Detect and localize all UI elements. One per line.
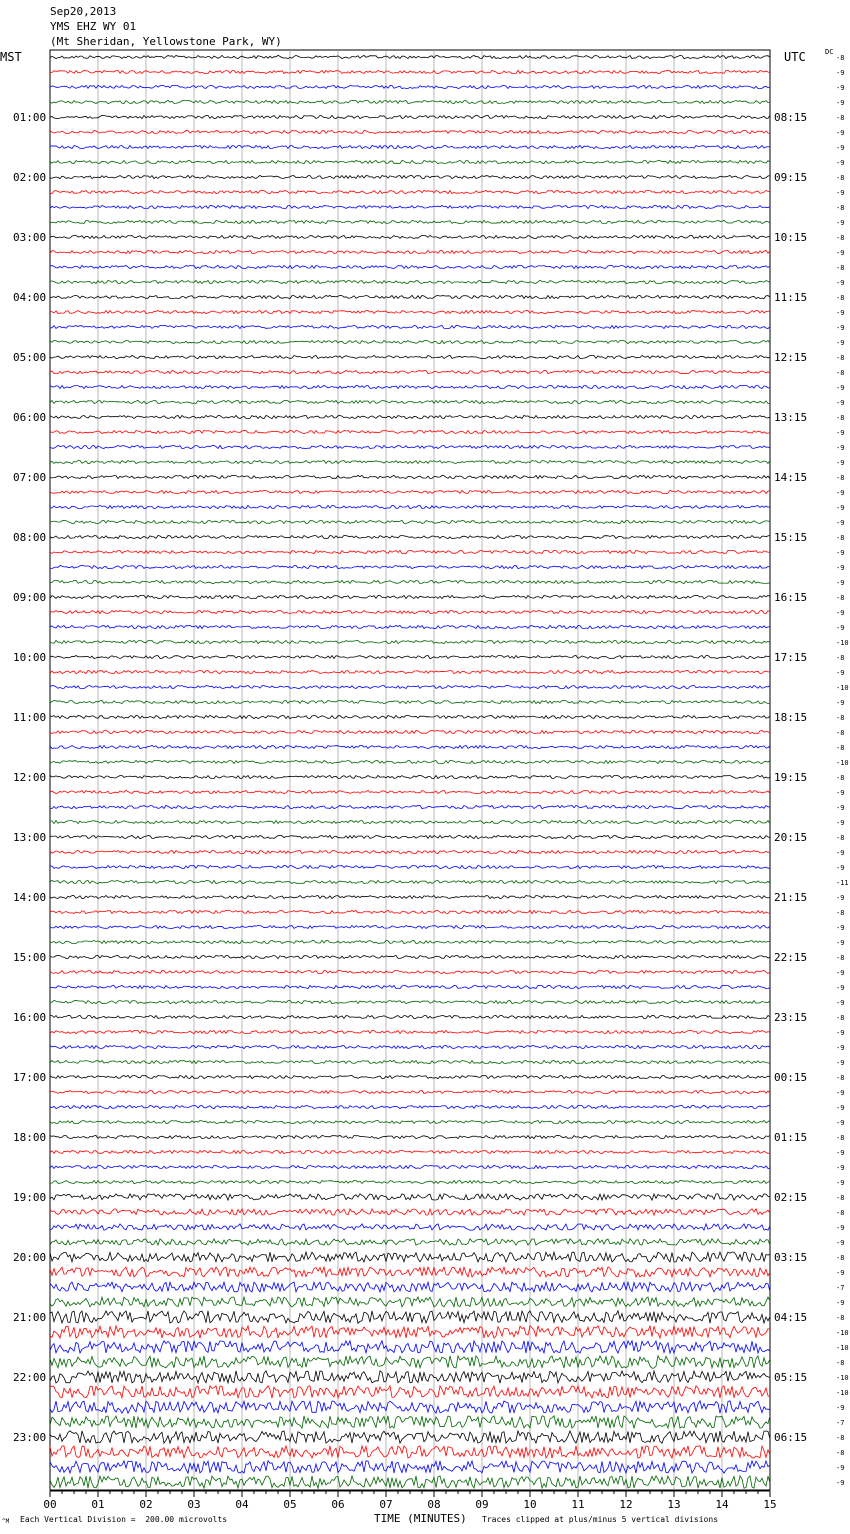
mst-hour-label: 02:00 [13, 171, 47, 184]
dc-offset-label: -9 [836, 624, 845, 632]
corner-mark: ^M [2, 1518, 10, 1525]
dc-offset-label: -9 [836, 1164, 845, 1172]
seismic-trace [50, 1075, 770, 1078]
seismic-trace [50, 1105, 770, 1108]
seismic-trace [50, 1150, 770, 1153]
seismic-trace [50, 595, 770, 598]
dc-offset-label: -9 [836, 984, 845, 992]
seismic-trace [50, 640, 770, 643]
seismic-trace [50, 160, 770, 163]
x-tick-label: 08 [427, 1498, 441, 1511]
dc-offset-label: -9 [836, 189, 845, 197]
seismic-trace [50, 1386, 770, 1398]
dc-offset-label: -9 [836, 1239, 845, 1247]
seismic-trace [50, 520, 770, 523]
dc-offset-label: -8 [836, 369, 845, 377]
dc-offset-label: -9 [836, 1479, 845, 1487]
seismic-trace [50, 1000, 770, 1003]
mst-hour-label: 16:00 [13, 1011, 47, 1024]
mst-hour-label: 17:00 [13, 1071, 47, 1084]
seismic-trace [50, 1135, 770, 1138]
x-tick-label: 01 [91, 1498, 105, 1511]
seismic-trace [50, 535, 770, 538]
seismic-trace [50, 1015, 770, 1018]
dc-offset-label: -9 [836, 459, 845, 467]
seismic-trace [50, 295, 770, 298]
utc-hour-label: 08:15 [774, 111, 808, 124]
station-location: (Mt Sheridan, Yellowstone Park, WY) [50, 35, 282, 48]
utc-hour-label: 10:15 [774, 231, 808, 244]
dc-offset-label: -9 [836, 1299, 845, 1307]
seismic-trace [50, 1224, 770, 1230]
dc-offset-label: -9 [836, 324, 845, 332]
dc-offset-label: -8 [836, 294, 845, 302]
mst-hour-label: 11:00 [13, 711, 47, 724]
x-tick-label: 14 [715, 1498, 729, 1511]
seismic-trace [50, 775, 770, 778]
clip-note: Traces clipped at plus/minus 5 vertical divisions [482, 1515, 719, 1524]
utc-hour-label: 15:15 [774, 531, 808, 544]
seismic-trace [50, 1401, 770, 1413]
seismic-trace [50, 325, 770, 328]
seismic-trace [50, 505, 770, 508]
dc-offset-label: -9 [836, 969, 845, 977]
x-tick-label: 11 [571, 1498, 585, 1511]
dc-offset-label: -9 [836, 564, 845, 572]
dc-offset-label: -9 [836, 1269, 845, 1277]
mst-hour-label: 04:00 [13, 291, 47, 304]
seismic-trace [50, 100, 770, 103]
dc-offset-label: -9 [836, 1149, 845, 1157]
seismic-trace [50, 1239, 770, 1245]
dc-offset-label: -9 [836, 519, 845, 527]
scale-note: Each Vertical Division = 200.00 microvolts [20, 1515, 228, 1524]
dc-offset-label: -9 [836, 1059, 845, 1067]
dc-offset-label: -10 [836, 759, 849, 767]
dc-offset-label: -8 [836, 354, 845, 362]
seismic-trace [50, 370, 770, 373]
seismic-trace [50, 970, 770, 973]
mst-hour-label: 08:00 [13, 531, 47, 544]
seismic-trace [50, 145, 770, 148]
x-tick-label: 05 [283, 1498, 297, 1511]
seismic-trace [50, 1252, 770, 1262]
dc-offset-label: -8 [836, 909, 845, 917]
dc-offset-label: -8 [836, 174, 845, 182]
dc-offset-label: -9 [836, 939, 845, 947]
seismic-trace [50, 700, 770, 703]
seismic-trace [50, 220, 770, 223]
utc-hour-label: 14:15 [774, 471, 808, 484]
dc-offset-label: -8 [836, 1314, 845, 1322]
x-tick-label: 15 [763, 1498, 777, 1511]
seismic-trace [50, 1165, 770, 1168]
utc-hour-label: 03:15 [774, 1251, 808, 1264]
seismic-trace [50, 1311, 770, 1323]
seismic-trace [50, 55, 770, 58]
seismic-trace [50, 955, 770, 958]
dc-offset-label: -8 [836, 714, 845, 722]
mst-hour-label: 12:00 [13, 771, 47, 784]
dc-offset-label: -8 [836, 834, 845, 842]
dc-offset-label: -9 [836, 1179, 845, 1187]
seismic-trace [50, 670, 770, 673]
x-tick-label: 09 [475, 1498, 489, 1511]
utc-hour-label: 06:15 [774, 1431, 808, 1444]
seismic-trace [50, 1120, 770, 1123]
seismic-trace [50, 880, 770, 883]
mst-hour-label: 01:00 [13, 111, 47, 124]
seismic-trace [50, 130, 770, 133]
x-tick-label: 07 [379, 1498, 393, 1511]
seismic-trace [50, 1091, 770, 1094]
dc-offset-label: -10 [836, 1374, 849, 1382]
dc-offset-label: -8 [836, 1209, 845, 1217]
utc-hour-label: 05:15 [774, 1371, 808, 1384]
seismic-trace [50, 1267, 770, 1277]
dc-offset-label: -9 [836, 339, 845, 347]
seismic-trace [50, 235, 770, 238]
seismic-trace [50, 1209, 770, 1215]
mst-hour-label: 13:00 [13, 831, 47, 844]
utc-hour-label: 11:15 [774, 291, 808, 304]
seismic-trace [50, 565, 770, 568]
dc-offset-label: -9 [836, 609, 845, 617]
utc-hour-label: 04:15 [774, 1311, 808, 1324]
mst-hour-label: 05:00 [13, 351, 47, 364]
dc-offset-label: -8 [836, 534, 845, 542]
seismic-trace [50, 340, 770, 343]
dc-offset-label: -9 [836, 894, 845, 902]
seismic-trace [50, 1180, 770, 1183]
dc-offset-label: -9 [836, 129, 845, 137]
seismic-trace [50, 1476, 770, 1488]
mst-hour-label: 20:00 [13, 1251, 47, 1264]
seismic-trace [50, 250, 770, 253]
dc-offset-label: -8 [836, 954, 845, 962]
utc-hour-label: 20:15 [774, 831, 808, 844]
mst-hour-label: 22:00 [13, 1371, 47, 1384]
seismic-trace [50, 1326, 770, 1338]
x-tick-label: 06 [331, 1498, 345, 1511]
dc-offset-label: -9 [836, 384, 845, 392]
seismic-trace [50, 925, 770, 928]
seismic-trace [50, 625, 770, 628]
x-tick-label: 04 [235, 1498, 249, 1511]
dc-offset-label: -8 [836, 264, 845, 272]
utc-hour-label: 19:15 [774, 771, 808, 784]
seismic-trace [50, 460, 770, 463]
mst-hour-label: 23:00 [13, 1431, 47, 1444]
seismic-trace [50, 820, 770, 823]
dc-offset-label: -9 [836, 1089, 845, 1097]
seismic-trace [50, 430, 770, 433]
x-tick-label: 02 [139, 1498, 153, 1511]
seismic-trace [50, 1446, 770, 1458]
x-tick-label: 12 [619, 1498, 633, 1511]
dc-offset-label: -8 [836, 204, 845, 212]
mst-hour-label: 18:00 [13, 1131, 47, 1144]
x-axis-title: TIME (MINUTES) [374, 1512, 467, 1525]
utc-hour-label: 16:15 [774, 591, 808, 604]
seismic-trace [50, 1371, 770, 1383]
seismic-trace [50, 385, 770, 388]
seismic-trace [50, 310, 770, 313]
utc-hour-label: 18:15 [774, 711, 808, 724]
seismic-trace [50, 715, 770, 718]
mst-hour-label: 21:00 [13, 1311, 47, 1324]
seismic-trace [50, 1282, 770, 1292]
dc-offset-label: -9 [836, 504, 845, 512]
seismic-trace [50, 895, 770, 898]
dc-offset-label: -8 [836, 654, 845, 662]
seismic-trace [50, 415, 770, 418]
dc-offset-label: -9 [836, 444, 845, 452]
seismic-trace [50, 400, 770, 403]
seismic-trace [50, 745, 770, 748]
right-timezone-label: UTC [784, 50, 806, 64]
dc-offset-label: -9 [836, 84, 845, 92]
dc-offset-label: -9 [836, 1029, 845, 1037]
dc-offset-label: -9 [836, 69, 845, 77]
mst-hour-label: 15:00 [13, 951, 47, 964]
seismic-trace [50, 550, 770, 553]
dc-offset-label: -8 [836, 474, 845, 482]
dc-offset-label: -9 [836, 864, 845, 872]
dc-label: DC [825, 48, 834, 56]
seismic-trace [50, 1060, 770, 1063]
dc-offset-label: -11 [836, 879, 849, 887]
seismic-trace [50, 850, 770, 853]
dc-offset-label: -9 [836, 789, 845, 797]
dc-offset-label: -8 [836, 744, 845, 752]
utc-hour-label: 13:15 [774, 411, 808, 424]
dc-offset-label: -9 [836, 579, 845, 587]
dc-offset-label: -9 [836, 99, 845, 107]
seismic-trace [50, 985, 770, 988]
seismic-trace [50, 1416, 770, 1428]
seismic-trace [50, 910, 770, 913]
dc-offset-label: -8 [836, 1254, 845, 1262]
seismic-trace [50, 865, 770, 868]
dc-offset-label: -10 [836, 1344, 849, 1352]
seismic-trace [50, 475, 770, 478]
chart-date: Sep20,2013 [50, 5, 117, 18]
mst-hour-label: 10:00 [13, 651, 47, 664]
dc-offset-label: -8 [836, 54, 845, 62]
seismic-trace [50, 835, 770, 838]
dc-offset-label: -9 [836, 999, 845, 1007]
seismic-trace [50, 940, 770, 943]
dc-offset-label: -9 [836, 144, 845, 152]
seismic-trace [50, 490, 770, 493]
seismic-trace [50, 175, 770, 178]
dc-offset-label: -9 [836, 279, 845, 287]
dc-offset-label: -7 [836, 1419, 845, 1427]
dc-offset-label: -8 [836, 1014, 845, 1022]
station-name: YMS EHZ WY 01 [50, 20, 137, 33]
seismic-trace [50, 115, 770, 118]
seismic-trace [50, 1461, 770, 1473]
dc-offset-label: -8 [836, 1074, 845, 1082]
utc-hour-label: 21:15 [774, 891, 808, 904]
dc-offset-label: -9 [836, 669, 845, 677]
dc-offset-label: -9 [836, 549, 845, 557]
x-tick-label: 10 [523, 1498, 537, 1511]
seismic-trace [50, 85, 770, 88]
utc-hour-label: 23:15 [774, 1011, 808, 1024]
seismic-trace [50, 1356, 770, 1368]
mst-hour-label: 06:00 [13, 411, 47, 424]
dc-offset-label: -9 [836, 309, 845, 317]
dc-offset-label: -10 [836, 1329, 849, 1337]
seismic-trace [50, 685, 770, 688]
x-tick-label: 00 [43, 1498, 57, 1511]
dc-offset-label: -9 [836, 819, 845, 827]
seismic-trace [50, 805, 770, 808]
dc-offset-label: -9 [836, 1404, 845, 1412]
seismic-trace [50, 280, 770, 283]
dc-offset-label: -8 [836, 1449, 845, 1457]
seismic-trace [50, 355, 770, 358]
seismic-trace [50, 1297, 770, 1307]
seismic-trace [50, 1341, 770, 1353]
dc-offset-label: -9 [836, 1464, 845, 1472]
utc-hour-label: 22:15 [774, 951, 808, 964]
utc-hour-label: 09:15 [774, 171, 808, 184]
x-tick-label: 13 [667, 1498, 681, 1511]
dc-offset-label: -8 [836, 774, 845, 782]
seismic-trace [50, 790, 770, 793]
seismic-trace [50, 760, 770, 763]
left-timezone-label: MST [0, 50, 22, 64]
seismic-trace [50, 205, 770, 208]
dc-offset-label: -8 [836, 414, 845, 422]
dc-offset-label: -10 [836, 1389, 849, 1397]
mst-hour-label: 03:00 [13, 231, 47, 244]
dc-offset-label: -9 [836, 159, 845, 167]
mst-hour-label: 07:00 [13, 471, 47, 484]
seismic-trace [50, 1045, 770, 1048]
utc-hour-label: 12:15 [774, 351, 808, 364]
dc-offset-label: -8 [836, 594, 845, 602]
dc-offset-label: -9 [836, 849, 845, 857]
dc-offset-label: -8 [836, 234, 845, 242]
dc-offset-label: -9 [836, 249, 845, 257]
dc-offset-label: -8 [836, 114, 845, 122]
seismic-trace [50, 265, 770, 268]
dc-offset-label: -9 [836, 699, 845, 707]
seismic-trace [50, 1030, 770, 1033]
x-tick-label: 03 [187, 1498, 201, 1511]
dc-offset-label: -9 [836, 219, 845, 227]
seismic-trace [50, 730, 770, 733]
dc-offset-label: -9 [836, 924, 845, 932]
seismic-trace [50, 656, 770, 659]
dc-offset-label: -10 [836, 639, 849, 647]
dc-offset-label: -9 [836, 429, 845, 437]
seismic-trace [50, 70, 770, 73]
dc-offset-label: -8 [836, 1194, 845, 1202]
seismic-trace [50, 610, 770, 613]
utc-hour-label: 02:15 [774, 1191, 808, 1204]
seismic-trace [50, 580, 770, 583]
mst-hour-label: 19:00 [13, 1191, 47, 1204]
seismic-trace [50, 1431, 770, 1443]
mst-hour-label: 09:00 [13, 591, 47, 604]
dc-offset-label: -8 [836, 1359, 845, 1367]
seismic-trace [50, 1194, 770, 1200]
mst-hour-label: 14:00 [13, 891, 47, 904]
dc-offset-label: -8 [836, 729, 845, 737]
utc-hour-label: 00:15 [774, 1071, 808, 1084]
utc-hour-label: 01:15 [774, 1131, 808, 1144]
dc-offset-label: -7 [836, 1284, 845, 1292]
dc-offset-label: -10 [836, 684, 849, 692]
dc-offset-label: -9 [836, 489, 845, 497]
dc-offset-label: -9 [836, 804, 845, 812]
dc-offset-label: -8 [836, 1134, 845, 1142]
dc-offset-label: -9 [836, 399, 845, 407]
dc-offset-label: -9 [836, 1224, 845, 1232]
utc-hour-label: 17:15 [774, 651, 808, 664]
dc-offset-label: -8 [836, 1434, 845, 1442]
dc-offset-label: -9 [836, 1119, 845, 1127]
dc-offset-label: -9 [836, 1044, 845, 1052]
dc-offset-label: -9 [836, 1104, 845, 1112]
seismic-trace [50, 445, 770, 448]
seismic-trace [50, 190, 770, 193]
